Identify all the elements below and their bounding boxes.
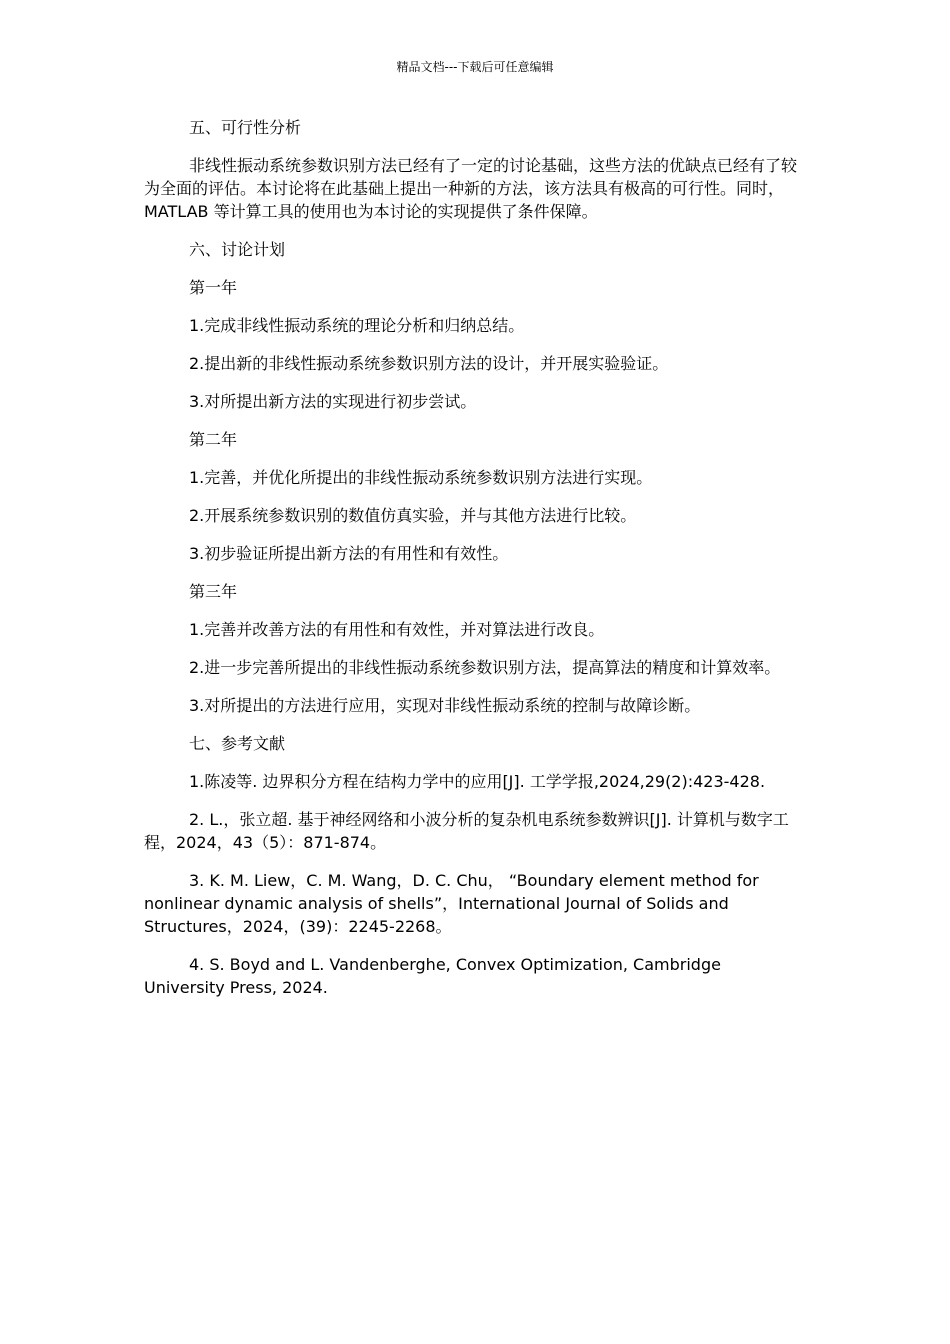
- reference-item: 1.陈凌等. 边界积分方程在结构力学中的应用[J]. 工学学报,2024,29(2):423-428.: [189, 772, 766, 791]
- page-header: 精品文档---下载后可任意编辑: [396, 60, 554, 74]
- year-label-3: 第三年: [189, 582, 238, 601]
- plan-item: 2.开展系统参数识别的数值仿真实验，并与其他方法进行比较。: [189, 506, 637, 525]
- plan-item: 3.对所提出的方法进行应用，实现对非线性振动系统的控制与故障诊断。: [189, 696, 701, 715]
- plan-item: 2.进一步完善所提出的非线性振动系统参数识别方法，提高算法的精度和计算效率。: [189, 658, 781, 677]
- plan-item: 1.完成非线性振动系统的理论分析和归纳总结。: [189, 316, 525, 335]
- section-title-plan: 六、讨论计划: [189, 240, 286, 259]
- plan-item: 1.完善，并优化所提出的非线性振动系统参数识别方法进行实现。: [189, 468, 653, 487]
- reference-item: 3. K. M. Liew，C. M. Wang，D. C. Chu， “Boundary element method for nonlinear dynamic analysis of shells”，International Journal of Solids and Structures，2024，(39)：2245-2268。: [144, 871, 759, 936]
- plan-item: 3.对所提出新方法的实现进行初步尝试。: [189, 392, 477, 411]
- plan-item: 2.提出新的非线性振动系统参数识别方法的设计，并开展实验验证。: [189, 354, 669, 373]
- feasibility-paragraph: 非线性振动系统参数识别方法已经有了一定的讨论基础，这些方法的优缺点已经有了较为全面的评估。本讨论将在此基础上提出一种新的方法，该方法具有极高的可行性。同时，MATLAB 等计算工具的使用也为本讨论的实现提供了条件保障。: [144, 156, 798, 221]
- year-label-2: 第二年: [189, 430, 238, 449]
- plan-item: 3.初步验证所提出新方法的有用性和有效性。: [189, 544, 509, 563]
- section-title-references: 七、参考文献: [189, 734, 286, 753]
- section-title-feasibility: 五、可行性分析: [189, 118, 302, 137]
- reference-item: 2. L.，张立超. 基于神经网络和小波分析的复杂机电系统参数辨识[J]. 计算机与数字工程，2024，43（5）：871-874。: [144, 810, 789, 852]
- reference-item: 4. S. Boyd and L. Vandenberghe, Convex Optimization, Cambridge University Press, 2024.: [144, 955, 721, 997]
- document-body: [144, 116, 806, 1014]
- year-label-1: 第一年: [189, 278, 238, 297]
- plan-item: 1.完善并改善方法的有用性和有效性，并对算法进行改良。: [189, 620, 605, 639]
